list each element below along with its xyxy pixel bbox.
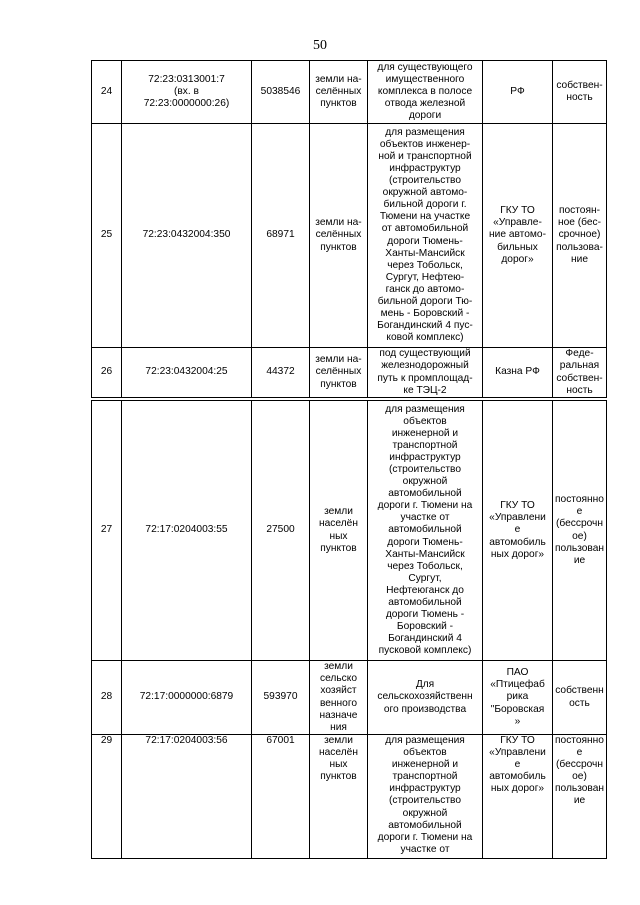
purpose: для существующего имущественного комплекса в полосе отвода железной дороги (368, 61, 483, 124)
row-number: 27 (92, 401, 122, 661)
right-type: собствен- ность (553, 61, 607, 124)
table-row (92, 401, 607, 661)
purpose: для размещения объектов инженерной и транспортной инфраструктур (строительство окружной автомобильной дороги г. Тюмени на участке от (368, 735, 483, 859)
land-category: земли населён ных пунктов (310, 735, 368, 859)
land-table-part-2 (91, 400, 607, 859)
cadastral-number: 72:17:0204003:55 (122, 401, 252, 661)
land-category: земли сельско хозяйст венного назначе ния (310, 661, 368, 735)
purpose: для размещения объектов инженер- ной и транспортной инфраструктур (строительство окружной автомо- бильной дороги г. Тюмени на участке от автомобильной дороги Тюмень- Ханты-Мансийск через Тобольск, Сургут, Нефтею- ганск до автомо- бильной дороги Тю- мень - Боровский - Богандинский 4 пус- ковой комплекс) (368, 124, 483, 348)
row-number: 28 (92, 661, 122, 735)
land-table-part-1 (91, 60, 607, 398)
right-type: постоян- ное (бес- срочное) пользова- ние (553, 124, 607, 348)
row-number: 29 (92, 735, 122, 859)
area-value: 68971 (252, 124, 310, 348)
purpose: для размещения объектов инженерной и транспортной инфраструктур (строительство окружной автомобильной дороги г. Тюмени на участке от автомобильной дороги Тюмень- Ханты-Мансийск через Тобольск, Сургут, Нефтеюганск до автомобильной дороги Тюмень - Боровский - Богандинский 4 пусковой комплекс) (368, 401, 483, 661)
land-category: земли на- селённых пунктов (310, 61, 368, 124)
land-category: земли населён ных пунктов (310, 401, 368, 661)
table-row (92, 124, 607, 348)
cadastral-number: 72:17:0000000:6879 (122, 661, 252, 735)
rightholder: Казна РФ (483, 348, 553, 398)
land-category: земли на- селённых пунктов (310, 124, 368, 348)
row-number: 24 (92, 61, 122, 124)
area-value: 44372 (252, 348, 310, 398)
cadastral-number: 72:23:0432004:25 (122, 348, 252, 398)
rightholder: ГКУ ТО «Управлени е автомобиль ных дорог» (483, 401, 553, 661)
cadastral-number: 72:17:0204003:56 (122, 735, 252, 859)
page-number: 50 (313, 38, 327, 53)
cadastral-number: 72:23:0313001:7 (вх. в 72:23:0000000:26) (122, 61, 252, 124)
table-row (92, 61, 607, 124)
rightholder: ГКУ ТО «Управлени е автомобиль ных дорог» (483, 735, 553, 859)
right-type: Феде- ральная собствен- ность (553, 348, 607, 398)
table-row (92, 348, 607, 398)
rightholder: ПАО «Птицефаб рика "Боровская » (483, 661, 553, 735)
rightholder: РФ (483, 61, 553, 124)
rightholder: ГКУ ТО «Управле- ние автомо- бильных дорог» (483, 124, 553, 348)
purpose: Для сельскохозяйственн ого производства (368, 661, 483, 735)
right-type: постоянно е (бессрочн ое) пользован ие (553, 735, 607, 859)
area-value: 67001 (252, 735, 310, 859)
table-row (92, 661, 607, 735)
purpose: под существующий железнодорожный путь к промплощад- ке ТЭЦ-2 (368, 348, 483, 398)
row-number: 26 (92, 348, 122, 398)
area-value: 593970 (252, 661, 310, 735)
table-row (92, 735, 607, 859)
right-type: собственн ость (553, 661, 607, 735)
row-number: 25 (92, 124, 122, 348)
area-value: 5038546 (252, 61, 310, 124)
land-category: земли на- селённых пунктов (310, 348, 368, 398)
area-value: 27500 (252, 401, 310, 661)
right-type: постоянно е (бессрочн ое) пользован ие (553, 401, 607, 661)
cadastral-number: 72:23:0432004:350 (122, 124, 252, 348)
